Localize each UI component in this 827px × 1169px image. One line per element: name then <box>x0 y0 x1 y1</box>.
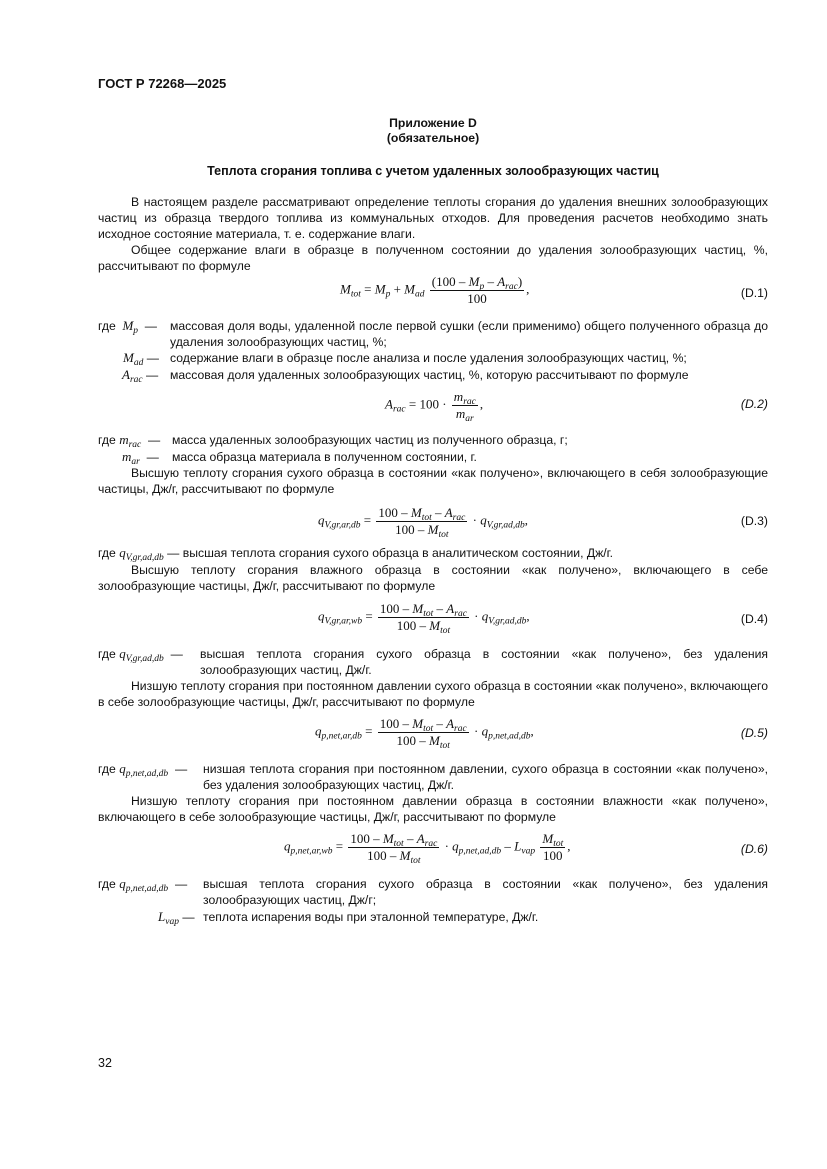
paragraph-intro <box>98 194 768 242</box>
paragraph-net-wet-text: Низшую теплоту сгорания при постоянном давлении образца в состоянии влажности «как получено», включающего в себе золообразующие частицы, Дж/г, рассчитывают по формуле <box>98 794 768 824</box>
definition-mar: масса образца материала в полученном состоянии, г. <box>172 450 477 464</box>
definition-mad: содержание влаги в образце после анализа и после удаления золообразующих частиц, %; <box>170 351 687 365</box>
equation-number-d4: (D.4) <box>740 612 768 626</box>
where-label: где <box>98 877 116 891</box>
section-title: Теплота сгорания топлива с учетом удаленных золообразующих частиц <box>207 164 659 178</box>
formula-d5: $q_{p,net,ar,db}$ = $\frac{100 - M_{tot} - A_{rac}}{100 - M_{tot}}$ · $q_{p,net,ad,db}$, <box>315 716 534 751</box>
where-label: где <box>98 546 116 560</box>
formula-d4: $q_{V,gr,ar,wb}$ = $\frac{100 - M_{tot} - A_{rac}}{100 - M_{tot}}$ · $q_{V,gr,ad,db}$, <box>318 601 530 636</box>
paragraph-gross-wet-text: Высшую теплоту сгорания влажного образца в состоянии «как получено», включающего в себе золообразующие частицы, Дж/г, рассчитывают по формуле <box>98 563 768 593</box>
formula-d3: $q_{V,gr,ar,db}$ = $\frac{100 - M_{tot} - A_{rac}}{100 - M_{tot}}$ · $q_{V,gr,ad,db}$, <box>318 505 529 540</box>
formula-d6: $q_{p,net,ar,wb}$ = $\frac{100 - M_{tot} - A_{rac}}{100 - M_{tot}}$ · $q_{p,net,ad,db} - L_{vap}$ $\frac{M_{tot}}{100}$ , <box>284 831 571 866</box>
where-qv-d4: где $q_{V,gr,ad,db}$ — <box>98 646 183 664</box>
equation-number-d3: (D.3) <box>740 514 768 528</box>
paragraph-net-wet <box>98 793 768 825</box>
equation-number-d5: (D.5) <box>740 726 768 740</box>
definition-mrac: масса удаленных золообразующих частиц из полученного образца, г; <box>172 433 568 447</box>
symbol-mar: $m_{ar}$ — <box>122 449 159 467</box>
paragraph-gross-dry-text: Высшую теплоту сгорания сухого образца в состоянии «как получено», включающего в себя золообразующие частицы, Дж/г, рассчитывают по формуле <box>98 466 768 496</box>
where-label: где <box>98 762 116 776</box>
definition-qv-d4: высшая теплота сгорания сухого образца в состоянии «как получено», без удаления золообразующих частиц, Дж/г. <box>200 647 768 677</box>
where-mp: где $M_p$ — <box>98 318 157 336</box>
page-number: 32 <box>98 1056 112 1070</box>
document-code: ГОСТ Р 72268—2025 <box>98 76 227 91</box>
formula-d2: $A_{rac} = 100$ · $\frac{m_{rac}}{m_{ar}}$ , <box>385 389 484 424</box>
symbol-arac: $A_{rac}$ — <box>122 367 159 385</box>
paragraph-intro-text: В настоящем разделе рассматривают определение теплоты сгорания до удаления внешних золообразующих частиц из образца твердого топлива из коммунальных отходов. Для проведения расчетов необходимо знать исходное состояние материала, т. е. содержание влаги. <box>98 195 768 241</box>
paragraph-moisture-text: Общее содержание влаги в образце в полученном состоянии до удаления золообразующих частиц, %, рассчитывают по формуле <box>98 243 768 273</box>
appendix-status: (обязательное) <box>386 131 480 145</box>
definition-arac: массовая доля удаленных золообразующих частиц, %, которую рассчитывают по формуле <box>170 368 689 382</box>
appendix-title: Приложение D <box>389 116 477 130</box>
formula-d1: $M_{tot} = M_p + M_{ad}$ $\frac{(100 - M_p - A_{rac})}{100}$ , <box>340 274 530 306</box>
definition-qp-d5: низшая теплота сгорания при постоянном давлении, сухого образца в состоянии «как получено», без удаления золообразующих частиц, Дж/г. <box>203 762 768 792</box>
where-label: где <box>98 647 116 661</box>
where-label: где <box>98 319 116 333</box>
symbol-mad: $M_{ad}$ — <box>123 350 159 368</box>
where-label: где <box>98 433 116 447</box>
definition-qv-d3: высшая теплота сгорания сухого образца в аналитическом состоянии, Дж/г. <box>182 546 613 560</box>
where-qp-d5: где $q_{p,net,ad,db}$ — <box>98 761 188 779</box>
definition-lvap: теплота испарения воды при эталонной температуре, Дж/г. <box>203 910 539 924</box>
equation-number-d1: (D.1) <box>740 286 768 300</box>
equation-number-d2: (D.2) <box>740 397 768 411</box>
where-qv-d3: где $q_{V,gr,ad,db}$ — высшая теплота сгорания сухого образца в аналитическом состоянии, Дж/г. <box>98 545 613 563</box>
where-mrac: где $m_{rac}$ — <box>98 432 161 450</box>
paragraph-moisture <box>98 242 768 274</box>
paragraph-gross-wet <box>98 562 768 594</box>
equation-number-d6: (D.6) <box>740 842 768 856</box>
definition-qp-d6: высшая теплота сгорания сухого образца в состоянии «как получено», без удаления золообразующих частиц, Дж/г; <box>203 877 768 907</box>
paragraph-gross-dry <box>98 465 768 497</box>
paragraph-net-dry <box>98 678 768 710</box>
paragraph-net-dry-text: Низшую теплоту сгорания при постоянном давлении сухого образца в состоянии «как получено», включающего в себе золообразующие частицы, Дж/г, рассчитывают по формуле <box>98 679 768 709</box>
where-qp-d6: где $q_{p,net,ad,db}$ — <box>98 876 188 894</box>
definition-mp: массовая доля воды, удаленной после первой сушки (если применимо) общего полученного образца до удаления золообразующих частиц, %; <box>170 319 768 349</box>
symbol-lvap: $L_{vap}$ — <box>158 909 195 927</box>
